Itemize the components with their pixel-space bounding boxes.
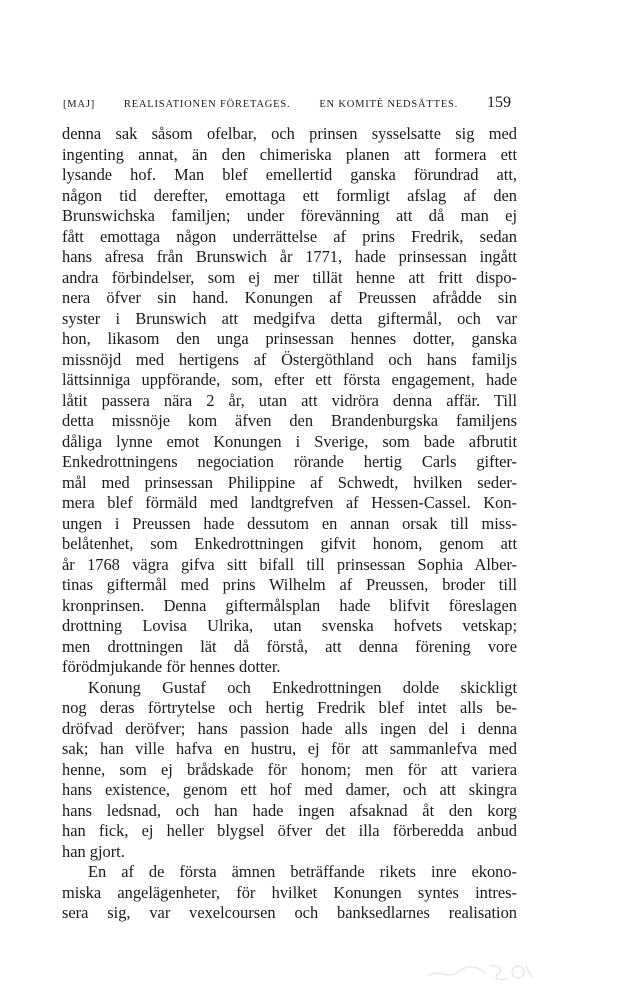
text-line: ingenting annat, än den chimeriska planen att formera ett: [62, 144, 517, 164]
text-line: dröfvad deröfver; hans passion hade alls ingen del i denna: [62, 718, 517, 738]
text-line: missnöjd med hertigens af Östergöthland och hans familjs: [62, 349, 517, 369]
running-head-title: REALISATIONEN FÖRETAGES.: [123, 99, 291, 110]
text-line: mål med prinsessan Philippine af Schwedt, hvilken seder-: [62, 472, 517, 492]
text-line: syster i Brunswich att medgifva detta giftermål, och var: [62, 308, 517, 328]
text-line: henne, som ej brådskade för honom; men för att variera: [62, 759, 517, 779]
text-line: lättsinniga uppförande, som, efter ett första engagement, hade: [62, 370, 517, 389]
text-line: En af de första ämnen beträffande rikets inre ekono-: [88, 862, 517, 881]
text-line: lysande hof. Man blef emellertid ganska förundrad att,: [62, 165, 517, 184]
text-line: någon tid derefter, emottaga ett formligt afslag af den: [62, 185, 517, 205]
text-line: nera öfver sin hand. Konungen af Preussen afrådde sin: [62, 288, 517, 307]
text-line: han fick, ej heller blygsel öfver det illa förberedda anbud: [62, 821, 517, 840]
text-line: mera blef förmäld med landtgrefven af Hessen-Cassel. Kon-: [62, 493, 517, 512]
text-line: men drottningen lät då förstå, att denna förening vore: [62, 636, 517, 656]
text-line: andra förbindelser, som ej mer tillät henne att fritt dispo-: [62, 267, 517, 287]
text-line: Konung Gustaf och Enkedrottningen dolde skickligt: [88, 677, 517, 697]
text-line: år 1768 vägra gifva sitt bifall till prinsessan Sophia Alber-: [62, 554, 517, 574]
text-line: denna sak såsom ofelbar, och prinsen sysselsatte sig med: [62, 124, 517, 143]
text-line: belåtenhet, som Enkedrottningen gifvit honom, genom att: [62, 534, 517, 553]
text-line: ungen i Preussen hade dessutom en annan orsak till miss-: [62, 513, 517, 533]
text-line: hans afresa från Brunswich år 1771, hade prinsessan ingått: [62, 247, 517, 266]
text-line: Brunswichska familjen; under förevänning att då man ej: [62, 206, 517, 225]
page-number: 159: [486, 94, 511, 111]
text-line: Enkedrottningens negociation rörande hertig Carls gifter-: [62, 452, 517, 471]
text-line: nog deras förtrytelse och hertig Fredrik blef intet alls be-: [62, 698, 517, 717]
text-line: sak; han ville hafva en hustru, ej för att sammanlefva med: [62, 739, 517, 758]
text-line: fått emottaga någon underrättelse af prins Fredrik, sedan: [62, 226, 517, 246]
running-head: [63, 94, 511, 112]
body-text: [62, 124, 517, 924]
text-line: sera sig, var vexelcoursen och banksedlarnes realisation: [62, 903, 517, 922]
text-line: hans existence, genom ett hof med damer, och att skingra: [62, 780, 517, 799]
text-line: miska angelägenheter, för hvilket Konungen syntes intres-: [62, 882, 517, 902]
text-line: hon, likasom den unga prinsessan hennes dotter, ganska: [62, 329, 517, 348]
running-head-subtitle: EN KOMITÈ NEDSÄTTES.: [319, 99, 459, 110]
text-line: hans ledsnad, och han hade ingen afsaknad åt den korg: [62, 800, 517, 820]
text-line: tinas giftermål med prins Wilhelm af Preussen, broder till: [62, 575, 517, 594]
text-line: kronprinsen. Denna giftermålsplan hade blifvit föreslagen: [62, 595, 517, 615]
library-stamp-watermark: [424, 960, 536, 984]
running-head-left: [MAJ]: [63, 99, 95, 110]
text-line: drottning Lovisa Ulrika, utan svenska hofvets vetskap;: [62, 616, 517, 635]
text-line: detta missnöje kom äfven den Brandenburgska familjens: [62, 411, 517, 430]
text-line: låtit passera nära 2 år, utan att vidröra denna affär. Till: [62, 390, 517, 410]
text-line: förödmjukande för hennes dotter.: [62, 657, 281, 676]
text-line: han gjort.: [62, 841, 125, 861]
text-line: dåliga lynne emot Konungen i Sverige, som bade afbrutit: [62, 431, 517, 451]
